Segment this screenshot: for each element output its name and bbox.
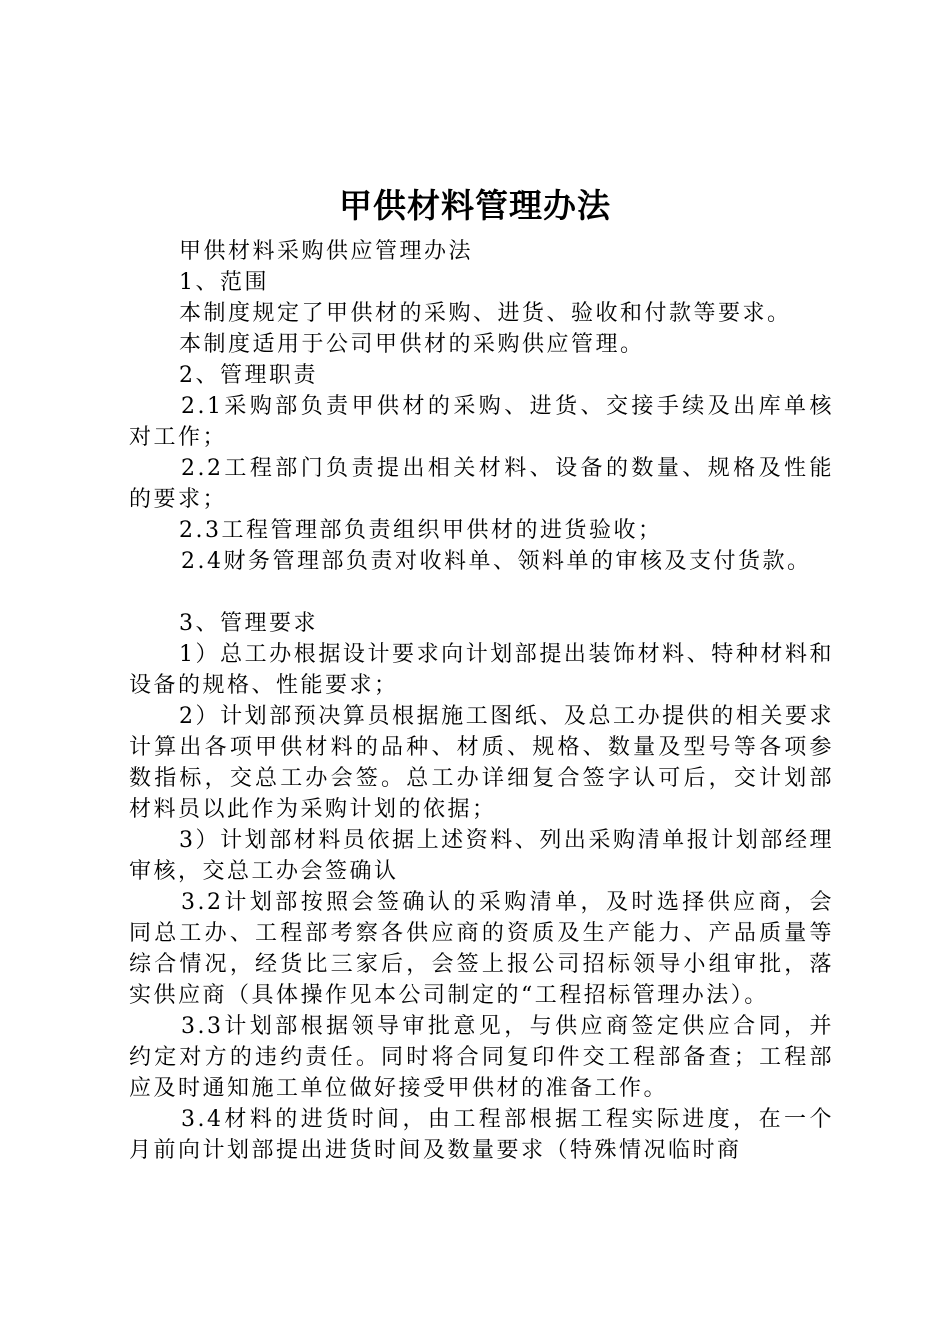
paragraph: 2.1采购部负责甲供材的采购、进货、交接手续及出库单核对工作； bbox=[129, 394, 834, 450]
paragraph: 1）总工办根据设计要求向计划部提出装饰材料、特种材料和设备的规格、性能要求； bbox=[129, 642, 834, 698]
paragraph: 2.2工程部门负责提出相关材料、设备的数量、规格及性能的要求； bbox=[129, 456, 834, 512]
paragraph: 2.3工程管理部负责组织甲供材的进货验收； bbox=[179, 518, 663, 543]
paragraph: 3.2计划部按照会签确认的采购清单，及时选择供应商，会同总工办、工程部考察各供应商的资质及生产能力、产品质量等综合情况，经货比三家后，会签上报公司招标领导小组审批，落实供应商（具体操作见本公司制定的“工程招标管理办法）。 bbox=[129, 890, 834, 1008]
paragraph: 3.4材料的进货时间，由工程部根据工程实际进度，在一个月前向计划部提出进货时间及数量要求（特殊情况临时商 bbox=[129, 1107, 834, 1163]
paragraph: 本制度规定了甲供材的采购、进货、验收和付款等要求。 bbox=[179, 301, 792, 326]
paragraph: 2）计划部预决算员根据施工图纸、及总工办提供的相关要求计算出各项甲供材料的品种、材质、规格、数量及型号等各项参数指标，交总工办会签。总工办详细复合签字认可后，交计划部材料员以此作为采购计划的依据； bbox=[129, 704, 834, 822]
paragraph: 3.3计划部根据领导审批意见，与供应商签定供应合同，并约定对方的违约责任。同时将合同复印件交工程部备查；工程部应及时通知施工单位做好接受甲供材的准备工作。 bbox=[129, 1014, 834, 1101]
subtitle: 甲供材料采购供应管理办法 bbox=[179, 239, 474, 264]
paragraph: 3）计划部材料员依据上述资料、列出采购清单报计划部经理审核，交总工办会签确认 bbox=[129, 828, 834, 884]
document-title: 甲供材料管理办法 bbox=[339, 186, 611, 225]
section-heading-scope: 1、范围 bbox=[179, 270, 269, 295]
paragraph: 2.4财务管理部负责对收料单、领料单的审核及支付货款。 bbox=[181, 549, 812, 574]
section-heading-responsibilities: 2、管理职责 bbox=[179, 363, 318, 388]
paragraph: 本制度适用于公司甲供材的采购供应管理。 bbox=[179, 332, 645, 357]
paragraph-gap bbox=[129, 577, 834, 608]
document-body bbox=[129, 236, 834, 1166]
section-heading-requirements: 3、管理要求 bbox=[179, 611, 318, 636]
